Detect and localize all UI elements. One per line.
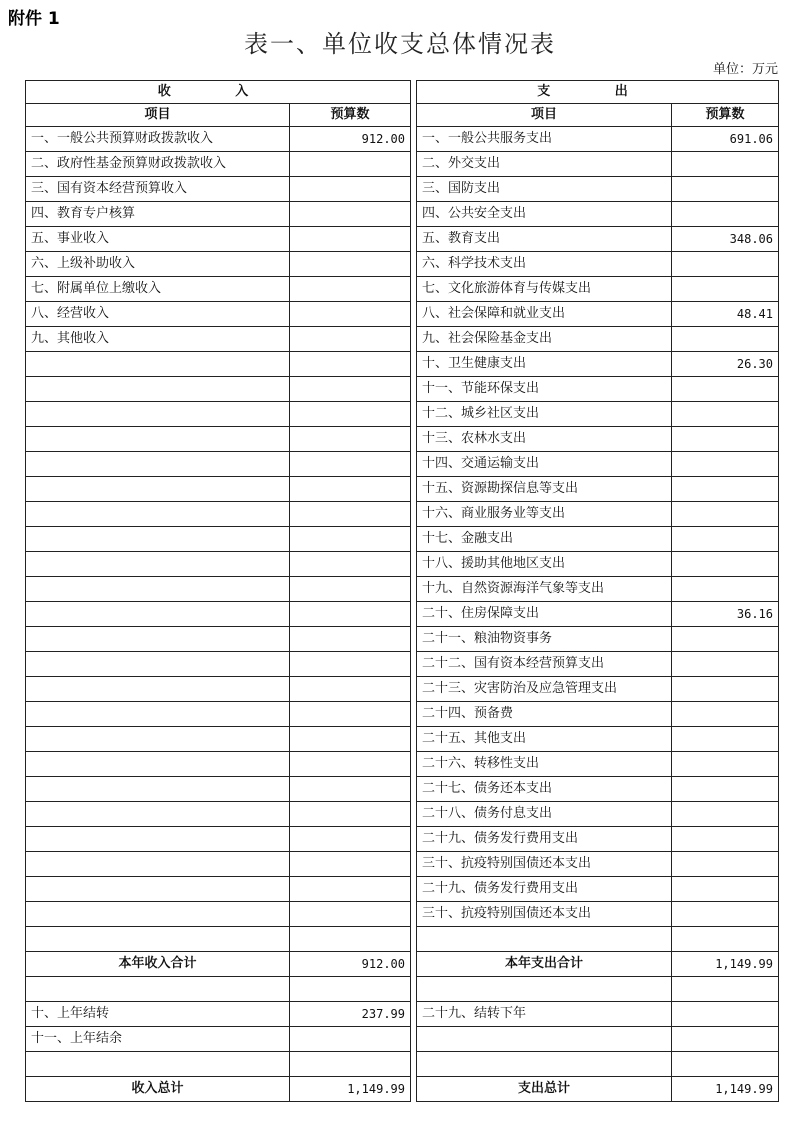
expense-item: [417, 1027, 672, 1052]
income-item: [26, 627, 290, 652]
income-item: [26, 727, 290, 752]
income-item: [26, 852, 290, 877]
expense-budget: [672, 1052, 779, 1077]
income-item: [26, 477, 290, 502]
expense-budget: [672, 177, 779, 202]
income-budget: [290, 677, 411, 702]
income-item: [26, 352, 290, 377]
expense-budget: [672, 452, 779, 477]
page-title: 表一、单位收支总体情况表: [244, 30, 556, 58]
table-row: [26, 377, 779, 402]
expense-item: 十二、城乡社区支出: [417, 402, 672, 427]
table-row: [26, 652, 779, 677]
expense-budget: [672, 927, 779, 952]
expense-item: 二十二、国有资本经营预算支出: [417, 652, 672, 677]
expense-budget: [672, 827, 779, 852]
year-total-row: [26, 952, 779, 977]
expense-item: 七、文化旅游体育与传媒支出: [417, 277, 672, 302]
expense-item: [417, 977, 672, 1002]
income-header: 收 入: [26, 81, 411, 104]
expense-budget: [672, 677, 779, 702]
table-row: [26, 802, 779, 827]
expense-budget: [672, 727, 779, 752]
table-row: [26, 177, 779, 202]
income-budget-header: 预算数: [290, 104, 411, 127]
income-item: 三、国有资本经营预算收入: [26, 177, 290, 202]
expense-budget: 691.06: [672, 127, 779, 152]
income-budget: [290, 627, 411, 652]
expense-budget: 26.30: [672, 352, 779, 377]
income-item: [26, 877, 290, 902]
income-item: [26, 502, 290, 527]
table-row: [26, 352, 779, 377]
income-item: [26, 977, 290, 1002]
income-item: [26, 377, 290, 402]
table-row: [26, 927, 779, 952]
income-item: [26, 402, 290, 427]
income-budget: [290, 802, 411, 827]
expense-item-header: 项目: [417, 104, 672, 127]
expense-budget: [672, 652, 779, 677]
expense-item: 二十一、粮油物资事务: [417, 627, 672, 652]
expense-item: 八、社会保障和就业支出: [417, 302, 672, 327]
expense-total-value: 1,149.99: [672, 952, 779, 977]
table-row: [26, 302, 779, 327]
expense-item: 一、一般公共服务支出: [417, 127, 672, 152]
table-row: [26, 152, 779, 177]
expense-budget: [672, 777, 779, 802]
income-item: 十、上年结转: [26, 1002, 290, 1027]
income-budget: [290, 877, 411, 902]
expense-item: [417, 927, 672, 952]
income-budget: [290, 752, 411, 777]
expense-budget: [672, 752, 779, 777]
income-item: [26, 652, 290, 677]
expense-item: 九、社会保险基金支出: [417, 327, 672, 352]
table-row: [26, 977, 779, 1002]
expense-item: 四、公共安全支出: [417, 202, 672, 227]
table-row: [26, 202, 779, 227]
table-row: [26, 877, 779, 902]
attachment-label: 附件 1: [8, 9, 60, 29]
income-budget: [290, 1027, 411, 1052]
expense-budget: 348.06: [672, 227, 779, 252]
income-budget: [290, 202, 411, 227]
expense-budget-header: 预算数: [672, 104, 779, 127]
expense-item: 十八、援助其他地区支出: [417, 552, 672, 577]
income-budget: [290, 827, 411, 852]
income-total-label: 本年收入合计: [26, 952, 290, 977]
income-budget: 237.99: [290, 1002, 411, 1027]
income-budget: 912.00: [290, 127, 411, 152]
expense-item: 三十、抗疫特别国债还本支出: [417, 902, 672, 927]
table-row: [26, 602, 779, 627]
table-row: [26, 477, 779, 502]
expense-item: 十四、交通运输支出: [417, 452, 672, 477]
income-item: 九、其他收入: [26, 327, 290, 352]
grand-total-row: [26, 1077, 779, 1102]
expense-budget: [672, 852, 779, 877]
expense-budget: [672, 552, 779, 577]
table-row: [26, 752, 779, 777]
table-row: [26, 127, 779, 152]
income-item-header: 项目: [26, 104, 290, 127]
income-budget: [290, 577, 411, 602]
expense-budget: [672, 277, 779, 302]
income-budget: [290, 527, 411, 552]
column-header-row: [26, 104, 779, 127]
expense-budget: [672, 252, 779, 277]
table-row: [26, 1002, 779, 1027]
expense-item: 二十、住房保障支出: [417, 602, 672, 627]
table-row: [26, 677, 779, 702]
expense-budget: [672, 1027, 779, 1052]
income-item: 七、附属单位上缴收入: [26, 277, 290, 302]
income-budget: [290, 702, 411, 727]
expense-budget: [672, 527, 779, 552]
table-row: [26, 627, 779, 652]
expense-item: 二十九、结转下年: [417, 1002, 672, 1027]
income-total-label: 收入总计: [26, 1077, 290, 1102]
expense-item: 五、教育支出: [417, 227, 672, 252]
expense-item: 十九、自然资源海洋气象等支出: [417, 577, 672, 602]
income-item: [26, 752, 290, 777]
expense-budget: [672, 902, 779, 927]
expense-item: 十一、节能环保支出: [417, 377, 672, 402]
income-item: 四、教育专户核算: [26, 202, 290, 227]
income-item: 十一、上年结余: [26, 1027, 290, 1052]
income-item: [26, 777, 290, 802]
expense-budget: [672, 502, 779, 527]
expense-total-label: 支出总计: [417, 1077, 672, 1102]
income-budget: [290, 477, 411, 502]
table-row: [26, 1052, 779, 1077]
income-budget: [290, 977, 411, 1002]
income-total-value: 912.00: [290, 952, 411, 977]
expense-budget: [672, 402, 779, 427]
expense-item: 二十九、债务发行费用支出: [417, 827, 672, 852]
income-item: [26, 1052, 290, 1077]
income-budget: [290, 927, 411, 952]
expense-item: 三十、抗疫特别国债还本支出: [417, 852, 672, 877]
table-row: [26, 902, 779, 927]
table-row: [26, 827, 779, 852]
income-budget: [290, 352, 411, 377]
income-budget: [290, 427, 411, 452]
expense-item: 三、国防支出: [417, 177, 672, 202]
expense-budget: [672, 427, 779, 452]
income-budget: [290, 852, 411, 877]
table-row: [26, 702, 779, 727]
income-budget: [290, 552, 411, 577]
expense-budget: [672, 627, 779, 652]
expense-item: 十、卫生健康支出: [417, 352, 672, 377]
expense-item: 十三、农林水支出: [417, 427, 672, 452]
table-row: [26, 427, 779, 452]
table-row: [26, 577, 779, 602]
income-budget: [290, 277, 411, 302]
income-budget: [290, 602, 411, 627]
expense-item: 二十八、债务付息支出: [417, 802, 672, 827]
income-budget: [290, 327, 411, 352]
table-row: [26, 452, 779, 477]
expense-budget: [672, 702, 779, 727]
table-row: [26, 277, 779, 302]
expense-item: [417, 1052, 672, 1077]
expense-budget: 36.16: [672, 602, 779, 627]
income-budget: [290, 727, 411, 752]
table-row: [26, 502, 779, 527]
expense-item: 二十六、转移性支出: [417, 752, 672, 777]
expense-budget: [672, 1002, 779, 1027]
expense-budget: [672, 877, 779, 902]
table-row: [26, 777, 779, 802]
table-row: [26, 327, 779, 352]
expense-budget: [672, 152, 779, 177]
income-item: [26, 452, 290, 477]
table-row: [26, 552, 779, 577]
income-item: [26, 577, 290, 602]
income-budget: [290, 777, 411, 802]
expense-item: 二十三、灾害防治及应急管理支出: [417, 677, 672, 702]
expense-item: 十七、金融支出: [417, 527, 672, 552]
income-budget: [290, 252, 411, 277]
expense-item: 二十七、债务还本支出: [417, 777, 672, 802]
expense-total-value: 1,149.99: [672, 1077, 779, 1102]
expense-total-label: 本年支出合计: [417, 952, 672, 977]
expense-item: 二十九、债务发行费用支出: [417, 877, 672, 902]
income-item: 六、上级补助收入: [26, 252, 290, 277]
income-budget: [290, 452, 411, 477]
expense-item: 六、科学技术支出: [417, 252, 672, 277]
income-budget: [290, 402, 411, 427]
unit-label: 单位：万元: [712, 62, 778, 77]
income-item: [26, 902, 290, 927]
income-item: [26, 527, 290, 552]
income-item: 五、事业收入: [26, 227, 290, 252]
expense-budget: 48.41: [672, 302, 779, 327]
income-item: 八、经营收入: [26, 302, 290, 327]
income-item: [26, 827, 290, 852]
income-item: 一、一般公共预算财政拨款收入: [26, 127, 290, 152]
table-row: [26, 852, 779, 877]
expense-item: 二十五、其他支出: [417, 727, 672, 752]
table-row: [26, 1027, 779, 1052]
income-item: [26, 552, 290, 577]
income-item: [26, 702, 290, 727]
income-budget: [290, 902, 411, 927]
budget-table: [25, 80, 779, 1102]
expense-budget: [672, 577, 779, 602]
table-row: [26, 402, 779, 427]
section-header-row: [26, 81, 779, 104]
income-budget: [290, 227, 411, 252]
expense-item: 十六、商业服务业等支出: [417, 502, 672, 527]
expense-budget: [672, 202, 779, 227]
income-item: [26, 677, 290, 702]
expense-item: 十五、资源勘探信息等支出: [417, 477, 672, 502]
table-row: [26, 727, 779, 752]
income-budget: [290, 302, 411, 327]
income-item: 二、政府性基金预算财政拨款收入: [26, 152, 290, 177]
income-total-value: 1,149.99: [290, 1077, 411, 1102]
expense-budget: [672, 327, 779, 352]
expense-item: 二、外交支出: [417, 152, 672, 177]
income-budget: [290, 502, 411, 527]
income-item: [26, 927, 290, 952]
expense-item: 二十四、预备费: [417, 702, 672, 727]
table-row: [26, 527, 779, 552]
income-item: [26, 802, 290, 827]
expense-budget: [672, 377, 779, 402]
table-row: [26, 252, 779, 277]
income-budget: [290, 152, 411, 177]
income-budget: [290, 377, 411, 402]
expense-budget: [672, 802, 779, 827]
expense-budget: [672, 977, 779, 1002]
income-budget: [290, 1052, 411, 1077]
income-budget: [290, 652, 411, 677]
income-budget: [290, 177, 411, 202]
table-row: [26, 227, 779, 252]
expense-budget: [672, 477, 779, 502]
income-item: [26, 427, 290, 452]
expense-header: 支 出: [417, 81, 779, 104]
income-item: [26, 602, 290, 627]
